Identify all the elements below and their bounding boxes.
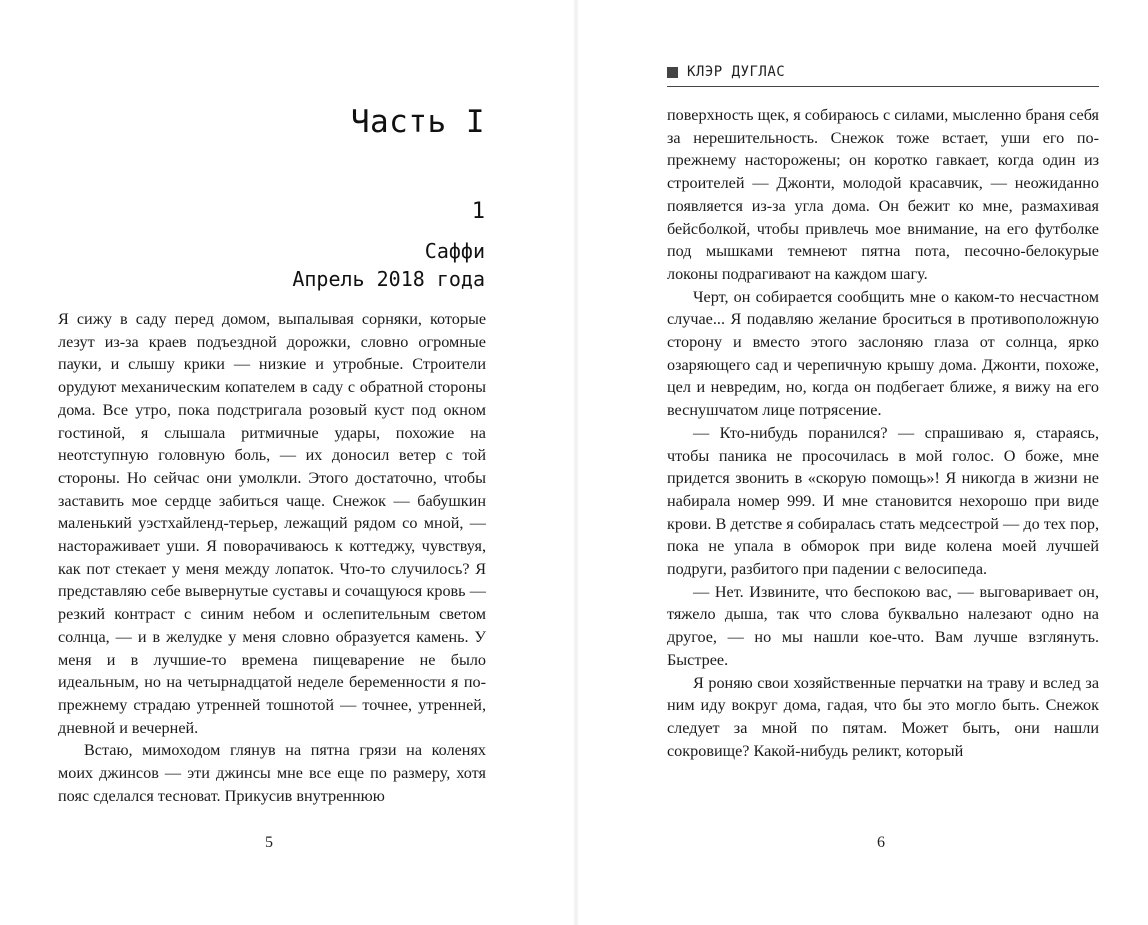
running-head: [667, 64, 1099, 87]
chapter-heading-name: Саффи: [424, 239, 485, 263]
chapter-number: 1: [471, 199, 485, 224]
running-head-author: КЛЭР ДУГЛАС: [687, 64, 786, 80]
right-page: [579, 0, 1148, 925]
paragraph: Я сижу в саду перед домом, выпалывая сорняки, которые лезут из-за краев подъездной дорожки, словно огромные пауки, и слышу крики — низкие и утробные. Строители орудуют механическим копателем в саду с обратной стороны дома. Все утро, пока подстригала розовый куст под окном гостиной, я слышала ритмичные удары, похожие на неотступную головную боль, — их доносил ветер с той стороны. Но сейчас они умолкли. Этого достаточно, чтобы заставить мое сердце забиться чаще. Снежок — бабушкин маленький уэстхайленд-терьер, лежащий рядом со мной, — настораживает уши. Я поворачиваюсь к коттеджу, чувствуя, как пот стекает у меня между лопаток. Что-то случилось? Я представляю себе вывернутые суставы и сочащуюся кровь — резкий контраст с синим небом и ослепительным светом солнца, — и в желудке у меня словно образуется камень. У меня и в лучшие-то времена пищеварение не было идеальным, но на четырнадцатой неделе беременности я по-прежнему страдаю утренней тошнотой — точнее, утренней, дневной и вечерней.: [58, 310, 486, 737]
square-bullet-icon: [667, 67, 678, 78]
left-body-text: [58, 308, 486, 807]
paragraph: — Кто-нибудь поранился? — спрашиваю я, стараясь, чтобы паника не просочилась в мой голос. О боже, мне придется звонить в «скорую помощь»! Я никогда в жизни не набирала номер 999. И мне становится нехорошо при виде крови. В детстве я собиралась стать медсестрой — до тех пор, пока не упала в обморок при виде колена моей лучшей подруги, разбитого при падении с велосипеда.: [667, 423, 1099, 579]
part-title: Часть I: [350, 104, 485, 140]
page-number: 5: [265, 834, 273, 851]
paragraph: — Нет. Извините, что беспокою вас, — выговаривает он, тяжело дыша, так что слова буквально налезают одно на другое, — но мы нашли кое-что. Вам лучше взглянуть. Быстрее.: [667, 582, 1099, 669]
left-page: [0, 0, 573, 925]
paragraph: поверхность щек, я собираюсь с силами, мысленно браня себя за нерешительность. Снежок тоже встает, уши его по-прежнему насторожены; он коротко гавкает, когда один из строителей — Джонти, молодой красавчик, — неожиданно появляется из-за угла дома. Он бежит ко мне, размахивая бейсболкой, чтобы привлечь мое внимание, на его футболке под мышками темнеют пятна пота, песочно-белокурые локоны подрагивают на каждом шагу.: [667, 106, 1099, 283]
paragraph: Черт, он собирается сообщить мне о каком-то несчастном случае... Я подавляю желание броситься в противоположную сторону и вместо этого заслоняю глаза от солнца, ярко озаряющего сад и черепичную крышу дома. Джонти, похоже, цел и невредим, но, когда он подбегает ближе, я вижу на его веснушчатом лице потрясение.: [667, 287, 1099, 420]
chapter-heading-date: Апрель 2018 года: [292, 267, 485, 291]
chapter-heading: [292, 237, 485, 293]
right-body-text: [667, 104, 1099, 762]
page-number: 6: [877, 834, 885, 851]
paragraph: Встаю, мимоходом глянув на пятна грязи на коленях моих джинсов — эти джинсы мне все еще по размеру, хотя пояс сделался тесноват. Прикусив внутреннюю: [58, 741, 486, 805]
paragraph: Я роняю свои хозяйственные перчатки на траву и вслед за ним иду вокруг дома, гадая, что бы это могло быть. Снежок следует за мной по пятам. Может быть, они нашли сокровище? Какой-нибудь реликт, который: [667, 673, 1099, 760]
